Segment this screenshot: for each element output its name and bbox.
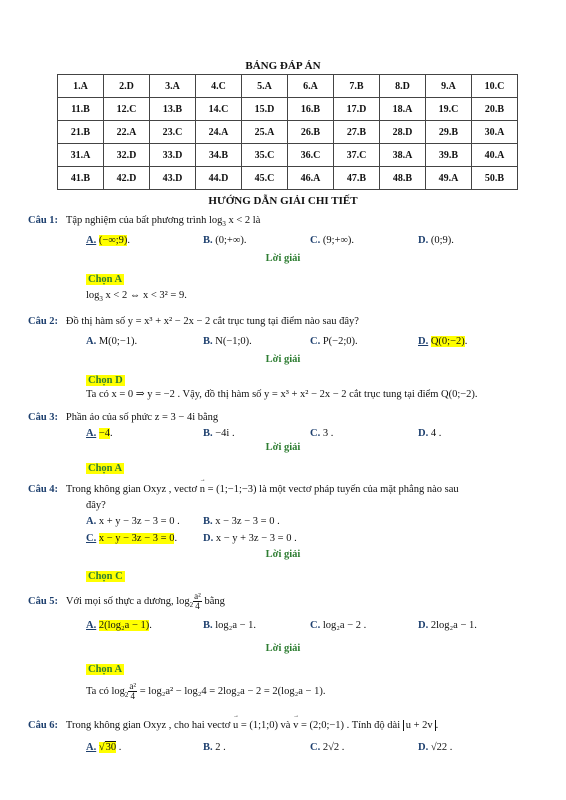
answer-cell: 18.A [380,98,426,121]
answer-cell: 8.D [380,75,426,98]
option-6a: A. √30 . [86,742,122,753]
answer-key-table [57,74,518,190]
question-label: Câu 4: [28,484,59,495]
answer-cell: 5.A [242,75,288,98]
choice-3: Chọn A [88,463,123,474]
answer-cell: 45.C [242,167,288,190]
answer-cell: 30.A [472,121,518,144]
option-1d: D. (0;9). [418,235,454,246]
answer-cell: 10.C [472,75,518,98]
answer-cell: 32.D [104,144,150,167]
option-2d: D. Q(0;−2). [418,336,468,347]
question-2 [28,316,359,327]
answer-cell: 7.B [334,75,380,98]
answer-key-title: BẢNG ĐÁP ÁN [245,60,321,72]
option-4c: C. x − y − 3z − 3 = 0. [86,533,178,544]
correct-answer: (−∞;9) [98,235,128,246]
answer-row [58,144,518,167]
answer-cell: 44.D [196,167,242,190]
answer-cell: 17.D [334,98,380,121]
question-label: Câu 1: [28,215,59,226]
option-5c: C. log₂a − 2 . [310,620,367,631]
section-title: HƯỚNG DẪN GIẢI CHI TIẾT [208,195,358,207]
correct-answer: −4 [98,428,111,439]
answer-cell: 13.B [150,98,196,121]
answer-row [58,121,518,144]
option-4d: D. x − y + 3z − 3 = 0 . [203,533,297,544]
choice-5: Chọn A [88,664,123,675]
explanation-5: Ta có $\log_2$ $\frac{\text{a²}}{4}$ = log₂a² − log₂4 = 2log₂a − 2 = 2(log₂a − 1). [86,681,326,701]
answer-cell: 24.A [196,121,242,144]
solution-heading: Lời giải [265,253,301,264]
answer-cell: 31.A [58,144,104,167]
answer-cell: 50.B [472,167,518,190]
option-5b: B. log₂a − 1. [203,620,257,631]
option-3a: A. −4. [86,428,113,439]
answer-cell: 48.B [380,167,426,190]
option-2c: C. P(−2;0). [310,336,358,347]
solution-heading: Lời giải [265,354,301,365]
answer-cell: 49.A [426,167,472,190]
option-5a: A. 2(log₂a − 1). [86,620,152,631]
option-3b: B. −4i . [203,428,235,439]
answer-cell: 14.C [196,98,242,121]
answer-cell: 37.C [334,144,380,167]
question-label: Câu 2: [28,316,59,327]
question-stem: Phần ảo của số phức z = 3 − 4i bằng [65,412,219,423]
option-3d: D. 4 . [418,428,442,439]
answer-row [58,167,518,190]
question-label: Câu 6: [28,720,59,731]
explanation-1: $\log_3 x < 2$ ⇔ x < 3² = 9. [86,290,187,304]
question-1: Câu 1: Tập nghiệm của bất phương trình $\log_3 x < 2$ là [28,215,261,229]
answer-row [58,98,518,121]
answer-cell: 16.B [288,98,334,121]
answer-cell: 34.B [196,144,242,167]
question-stem: Trong không gian Oxyz , vectơ [65,484,200,495]
answer-cell: 1.A [58,75,104,98]
answer-cell: 35.C [242,144,288,167]
answer-cell: 3.A [150,75,196,98]
answer-cell: 15.D [242,98,288,121]
answer-cell: 12.C [104,98,150,121]
question-label: Câu 5: [28,595,59,607]
question-3 [28,412,218,423]
answer-cell: 4.C [196,75,242,98]
option-2b: B. N(−1;0). [203,336,252,347]
answer-cell: 11.B [58,98,104,121]
correct-answer: √30 [98,742,117,753]
answer-cell: 26.B [288,121,334,144]
answer-cell: 43.D [150,167,196,190]
answer-cell: 27.B [334,121,380,144]
answer-cell: 39.B [426,144,472,167]
correct-answer: 2(log₂a − 1) [98,620,150,631]
answer-cell: 23.C [150,121,196,144]
answer-cell: 36.C [288,144,334,167]
question-stem: Đồ thị hàm số y = x³ + x² − 2x − 2 cắt trục tung tại điểm nào sau đây? [65,316,359,327]
answer-cell: 2.D [104,75,150,98]
question-stem: Tập nghiệm của bất phương trình log [65,215,223,226]
option-5d: D. 2log₂a − 1. [418,620,477,631]
explanation-2: Ta có x = 0 ⇒ y = −2 . Vậy, đồ thị hàm số y = x³ + x² − 2x − 2 cắt trục tung tại điểm Q(0;−2). [86,389,478,400]
option-6d: D. √22 . [418,742,453,753]
answer-cell: 21.B [58,121,104,144]
answer-cell: 22.A [104,121,150,144]
answer-cell: 29.B [426,121,472,144]
solution-heading: Lời giải [265,442,301,453]
answer-cell: 9.A [426,75,472,98]
question-stem: Trong không gian Oxyz , cho hai vectơ [65,720,233,731]
answer-cell: 38.A [380,144,426,167]
answer-cell: 6.A [288,75,334,98]
question-6: Câu 6: Trong không gian Oxyz , cho hai vectơ → u = (1;1;0) và → v = (2;0;−1) . Tính độ dài u + 2v . [28,720,438,731]
option-6c: C. 2√2 . [310,742,345,753]
answer-cell: 33.D [150,144,196,167]
option-1b: B. (0;+∞). [203,235,247,246]
question-5: Câu 5: Với mọi số thực a dương, $\log_2$ $\frac{\text{a²}}{4}$ bằng [28,591,225,611]
option-1a: A. (−∞;9). [86,235,131,246]
option-6b: B. 2 . [203,742,226,753]
option-4b: B. x − 3z − 3 = 0 . [203,516,280,527]
correct-answer: Q(0;−2) [430,336,465,347]
answer-row [58,75,518,98]
answer-cell: 47.B [334,167,380,190]
question-stem: Với mọi số thực a dương, log [65,595,190,607]
answer-cell: 40.A [472,144,518,167]
solution-heading: Lời giải [265,643,301,654]
answer-cell: 25.A [242,121,288,144]
answer-cell: 28.D [380,121,426,144]
answer-cell: 46.A [288,167,334,190]
option-1c: C. (9;+∞). [310,235,355,246]
option-4a: A. x + y − 3z − 3 = 0 . [86,516,180,527]
choice-1: Chọn A [88,274,123,285]
question-4-line2: đây? [86,500,106,511]
option-3c: C. 3 . [310,428,334,439]
answer-cell: 20.B [472,98,518,121]
correct-answer: x − y − 3z − 3 = 0 [98,533,175,544]
choice-4: Chọn C [88,571,123,582]
answer-cell: 42.D [104,167,150,190]
solution-heading: Lời giải [265,549,301,560]
option-2a: A. M(0;−1). [86,336,138,347]
answer-cell: 41.B [58,167,104,190]
question-4: Câu 4: Trong không gian Oxyz , vectơ → n = (1;−1;−3) là một vectơ pháp tuyến của mặt phẳng nào sau [28,484,459,495]
choice-2: Chọn D [88,375,123,386]
question-label: Câu 3: [28,412,59,423]
answer-cell: 19.C [426,98,472,121]
